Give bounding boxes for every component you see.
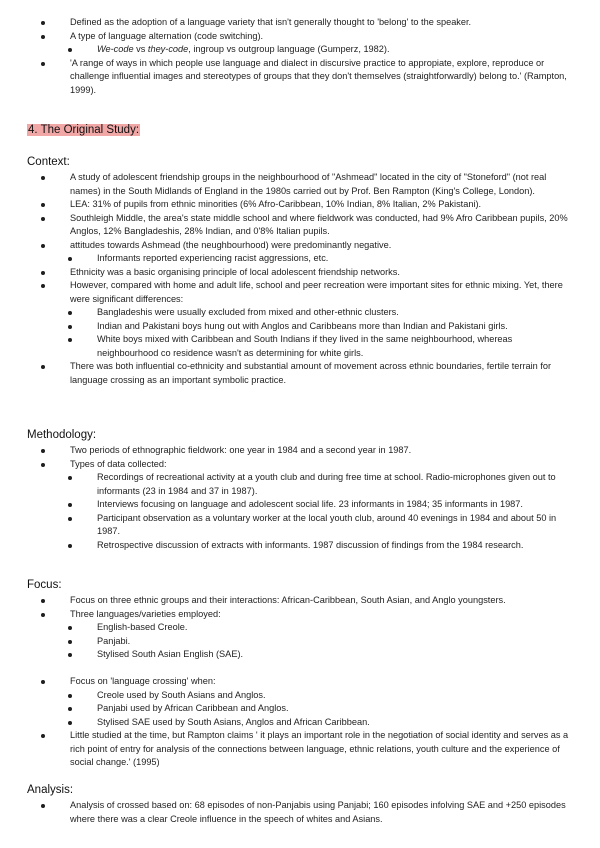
list-item: attitudes towards Ashmead (the neughbourhood) were predominantly negative. — [0, 239, 600, 253]
list-item: Creole used by South Asians and Anglos. — [0, 689, 600, 703]
list-item: LEA: 31% of pupils from ethnic minorities (6% Afro-Caribbean, 10% Indian, 8% Italian, 2% Pakistani). — [0, 198, 600, 212]
methodology-heading: Methodology: — [27, 429, 97, 441]
context-list — [0, 171, 600, 387]
analysis-heading: Analysis: — [27, 784, 74, 796]
list-item: Defined as the adoption of a language variety that isn't generally thought to 'belong' to the speaker. — [0, 16, 600, 30]
list-item: Informants reported experiencing racist aggressions, etc. — [0, 252, 600, 266]
list-item: Recordings of recreational activity at a youth club and during free time at school. Radio-microphones given out to informants (23 in 1984 and 37 in 1987). — [0, 471, 600, 498]
list-item: Interviews focusing on language and adolescent social life. 23 informants in 1984; 35 informants in 1987. — [0, 498, 600, 512]
list-item: Two periods of ethnographic fieldwork: one year in 1984 and a second year in 1987. — [0, 444, 600, 458]
list-item: A study of adolescent friendship groups in the neighbourhood of "Ashmead" located in the city of "Stoneford" (not real names) in the South Midlands of England in the 1980s carried out by Prof. Ben Rampton (King's College, London). — [0, 171, 600, 198]
list-item: There was both influential co-ethnicity and substantial amount of movement across ethnic boundaries, fertile terrain for language crossing as an important symbolic practice. — [0, 360, 600, 387]
list-item: English-based Creole. — [0, 621, 600, 635]
intro-list — [0, 16, 600, 97]
list-item: Focus on three ethnic groups and their interactions: African-Caribbean, South Asian, and Anglo youngsters. — [0, 594, 600, 608]
list-item: A type of language alternation (code switching). — [0, 30, 600, 44]
list-item: However, compared with home and adult life, school and peer recreation were important sites for ethnic mixing. Yet, there were significant differences: — [0, 279, 600, 306]
methodology-list — [0, 444, 600, 552]
list-item — [0, 57, 600, 98]
list-item: Participant observation as a voluntary worker at the local youth club, around 40 evenings in 1984 and about 50 in 1987. — [0, 512, 600, 539]
list-item: We-code vs they-code, ingroup vs outgroup language (Gumperz, 1982). — [0, 43, 600, 57]
list-item: Southleigh Middle, the area's state middle school and where fieldwork was conducted, had 9% Afro Caribbean pupils, 20% Anglos, 12% Bangladeshis, 28% Indian, and 0'8% Italian pupils. — [0, 212, 600, 239]
they-code-term: they-code — [147, 44, 189, 54]
list-item: Retrospective discussion of extracts with informants. 1987 discussion of findings from the 1984 research. — [0, 539, 600, 553]
list-item: Analysis of crossed based on: 68 episodes of non-Panjabis using Panjabi; 160 episodes infolving SAE and +250 episodes where there was a clear Creole influence in the speech of whites and Asians. — [0, 799, 600, 826]
list-item: Focus on 'language crossing' when: — [0, 675, 600, 689]
list-item: Three languages/varieties employed: — [0, 608, 600, 622]
list-item: Little studied at the time, but Rampton claims ' it plays an important role in the negotiation of social identity and serves as a rich point of entry for analysis of the connections between language, ethnic relations, youth culture and the experience of social change.' (1995) — [0, 729, 600, 770]
section-title: 4. The Original Study: — [28, 124, 140, 136]
list-item: Panjabi. — [0, 635, 600, 649]
analysis-list — [0, 799, 600, 826]
list-item: Stylised South Asian English (SAE). — [0, 648, 600, 662]
focus-heading: Focus: — [27, 579, 62, 591]
context-heading: Context: — [27, 156, 70, 168]
list-item: Bangladeshis were usually excluded from mixed and other-ethnic clusters. — [0, 306, 600, 320]
rampton-quote: 'A range of ways in which people use language and dialect in discursive practice to appropiate, explore, reproduce or challenge influential images and stereotypes of groups that they don't themselves (straightforwardly) belong to.' (Rampton, 1999). — [70, 57, 567, 95]
focus-list-2 — [0, 675, 600, 770]
list-item: Types of data collected: — [0, 458, 600, 472]
list-item: Indian and Pakistani boys hung out with Anglos and Caribbeans more than Indian and Pakistani girls. — [0, 320, 600, 334]
list-item: White boys mixed with Caribbean and South Indians if they lived in the same neighbourhood, whereas neighbourhood co residence wasn't as determining for white girls. — [0, 333, 600, 360]
focus-list — [0, 594, 600, 662]
list-item: Ethnicity was a basic organising principle of local adolescent friendship networks. — [0, 266, 600, 280]
list-item: Panjabi used by African Caribbean and Anglos. — [0, 702, 600, 716]
list-item: Stylised SAE used by South Asians, Anglos and African Caribbean. — [0, 716, 600, 730]
we-code-term: We-code — [97, 44, 134, 54]
